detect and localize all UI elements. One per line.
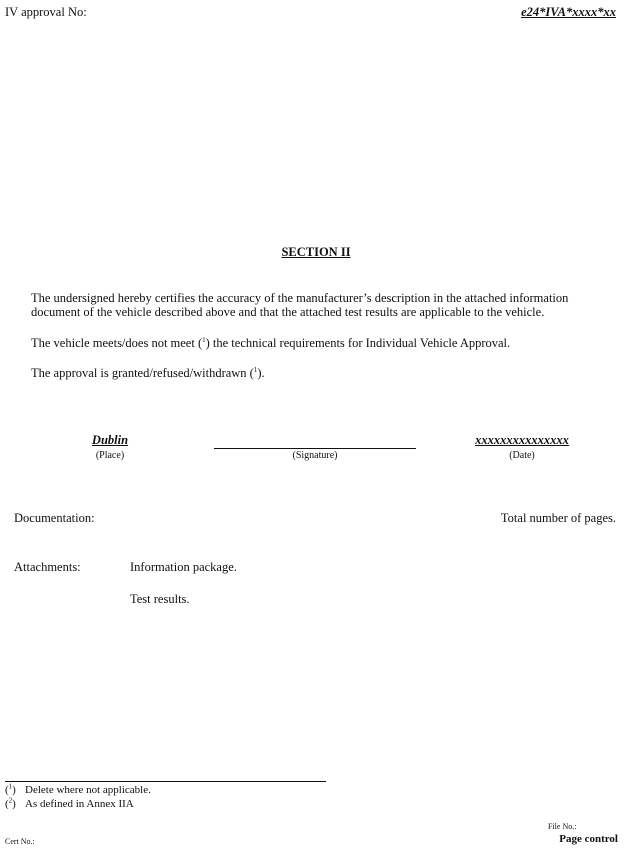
- vehicle-meets-text-end: ) the technical requirements for Individual Vehicle Approval.: [205, 336, 511, 350]
- footnote-separator: [5, 781, 326, 782]
- date-label: (Date): [509, 450, 535, 461]
- footnote-1: [5, 784, 151, 796]
- vehicle-meets-text-start: The vehicle meets/does not meet (: [31, 336, 203, 350]
- footnote-number: ($^1$): [5, 782, 16, 796]
- signature-label: (Signature): [292, 450, 338, 461]
- certification-paragraph-line-1: The undersigned hereby certifies the accuracy of the manufacturer’s description in the attached information: [31, 291, 569, 305]
- certification-paragraph-line-2: document of the vehicle described above and that the attached test results are applicable to the vehicle.: [31, 305, 545, 319]
- file-number-label: File No.:: [548, 822, 577, 831]
- cert-number-label: Cert No.:: [5, 837, 35, 846]
- date-value: xxxxxxxxxxxxxxx: [475, 433, 569, 447]
- approval-number-value: e24*IVA*xxxx*xx: [521, 5, 616, 19]
- section-title: SECTION II: [281, 245, 351, 259]
- attachments-label: Attachments:: [14, 560, 81, 574]
- approval-status-text-start: The approval is granted/refused/withdrawn (: [31, 366, 254, 380]
- approval-status-paragraph: [31, 366, 265, 381]
- vehicle-meets-paragraph: [31, 336, 510, 351]
- attachment-test-results: Test results.: [130, 592, 190, 606]
- page-control-label: Page control: [559, 833, 618, 845]
- approval-number-label: IV approval No:: [5, 5, 87, 19]
- attachment-information-package: Information package.: [130, 560, 237, 574]
- footnote-text: As defined in Annex IIA: [25, 798, 134, 810]
- footnote-text: Delete where not applicable.: [25, 784, 151, 796]
- documentation-label: Documentation:: [14, 511, 95, 525]
- footnote-ref-1: 1: [202, 335, 206, 344]
- place-value: Dublin: [91, 433, 129, 447]
- signature-line: [214, 448, 416, 449]
- footnote-number: ($^2$): [5, 796, 16, 810]
- approval-status-text-end: ).: [257, 366, 265, 380]
- footnote-ref-1: 1: [253, 365, 258, 374]
- total-pages-label: Total number of pages.: [500, 511, 616, 525]
- place-label: (Place): [95, 450, 125, 461]
- footnote-2: [5, 798, 134, 810]
